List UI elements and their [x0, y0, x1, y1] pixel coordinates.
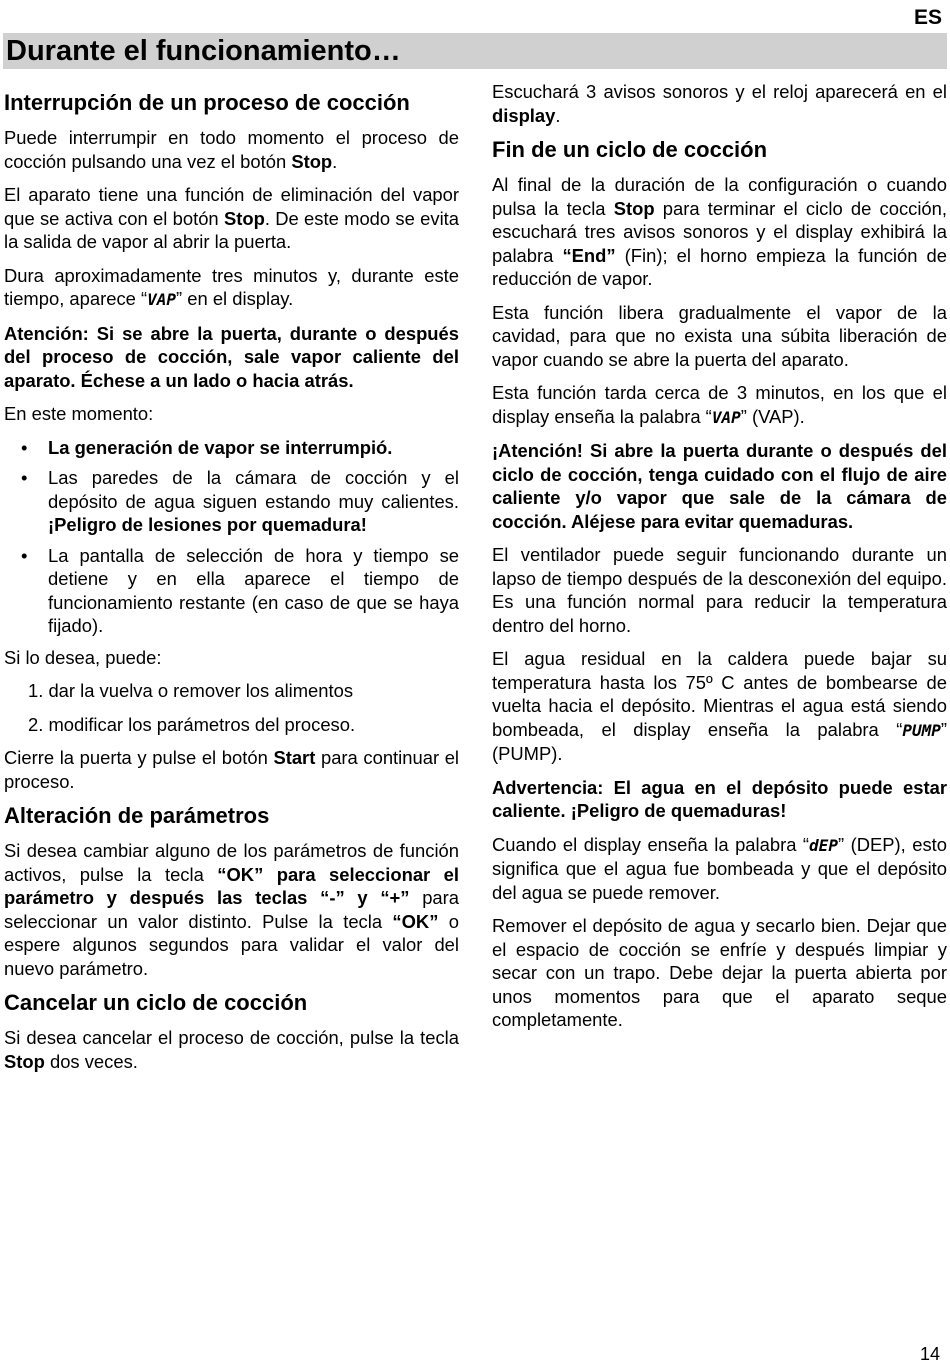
warning-paragraph: ¡Atención! Si abre la puerta durante o después del ciclo de cocción, tenga cuidado con el flujo de aire caliente y/o vapor que sale de la cámara de cocción. Aléjese para evitar quemaduras. — [492, 440, 947, 532]
numbered-list — [4, 679, 459, 736]
paragraph: Remover el depósito de agua y secarlo bien. Dejar que el espacio de cocción se enfríe y después limpiar y secar con un trapo. Debe dejar la puerta abierta por unos momentos para que el aparato seque completamente. — [492, 915, 947, 1030]
list-item: 2. modificar los parámetros del proceso. — [28, 713, 356, 735]
paragraph: Cuando el display enseña la palabra “dEP” (DEP), esto significa que el agua fue bombeada y que el depósito del agua se puede remover. — [492, 833, 947, 903]
display-word-dep: dEP — [809, 835, 838, 855]
paragraph: El ventilador puede seguir funcionando durante un lapso de tiempo después de la desconexión del equipo. Es una función normal para reducir la temperatura dentro del horno. — [492, 544, 947, 636]
section-title: Durante el funcionamiento… — [6, 35, 401, 67]
display-word-vap: VAP — [711, 407, 741, 427]
paragraph: El agua residual en la caldera puede bajar su temperatura hasta los 75º C antes de bombearse de vuelta hacia el depósito. Mientras el agua está siendo bombeada, el display enseña la palabra “PUMP” (PUMP). — [492, 648, 947, 764]
page-number: 14 — [919, 1344, 940, 1364]
warning-paragraph: Advertencia: El agua en el depósito puede estar caliente. ¡Peligro de quemaduras! — [492, 776, 947, 821]
paragraph: Escuchará 3 avisos sonoros y el reloj aparecerá en el display. — [492, 81, 947, 126]
heading-params: Alteración de parámetros — [4, 803, 270, 828]
paragraph: Dura aproximadamente tres minutos y, durante este tiempo, aparece “VAP” en el display. — [4, 264, 459, 309]
list-item: • La pantalla de selección de hora y tiempo se detiene y en ella aparece el tiempo de funcionamiento restante (en caso de que se haya fijado). — [21, 544, 459, 636]
paragraph: El aparato tiene una función de eliminación del vapor que se activa con el botón Stop. De este modo se evita la salida de vapor al abrir la puerta. — [4, 184, 460, 252]
display-word-vap: VAP — [147, 290, 177, 309]
list-item: • Las paredes de la cámara de cocción y el depósito de agua siguen estando muy calientes. ¡Peligro de lesiones por quemadura! — [21, 467, 459, 535]
list-item: • La generación de vapor se interrumpió. — [21, 436, 393, 458]
language-code: ES — [913, 6, 942, 29]
paragraph: Si desea cambiar alguno de los parámetros de función activos, pulse la tecla “OK” para seleccionar el parámetro y después las teclas “-” y “+” para seleccionar un valor distinto. Pulse la tecla “OK” o espere algunos segundos para validar el valor del nuevo parámetro. — [4, 840, 460, 979]
heading-interrupt: Interrupción de un proceso de cocción — [4, 90, 410, 115]
heading-end: Fin de un ciclo de cocción — [492, 137, 768, 162]
paragraph: Esta función libera gradualmente el vapor de la cavidad, para que no exista una súbita liberación de vapor cuando se abre la puerta del aparato. — [492, 301, 947, 370]
list-item: 1. dar la vuelva o remover los alimentos — [28, 680, 354, 701]
paragraph: Puede interrumpir en todo momento el proceso de cocción pulsando una vez el botón Stop. — [4, 127, 459, 172]
section-title-bar — [3, 33, 947, 69]
paragraph: Si lo desea, puede: — [4, 646, 162, 668]
paragraph: En este momento: — [4, 403, 154, 424]
paragraph: Si desea cancelar el proceso de cocción, pulse la tecla Stop dos veces. — [4, 1027, 459, 1072]
paragraph: Esta función tarda cerca de 3 minutos, en los que el display enseña la palabra “VAP” (VAP). — [492, 382, 947, 427]
display-word-pump: PUMP — [902, 720, 941, 740]
right-column — [492, 80, 947, 1042]
paragraph: Al final de la duración de la configuración o cuando pulsa la tecla Stop para terminar el ciclo de cocción, escuchará tres avisos sonoros y el display exhibirá la palabra “End” (Fin); el horno empieza la función de reducción de vapor. — [492, 174, 947, 289]
paragraph: Cierre la puerta y pulse el botón Start para continuar el proceso. — [4, 747, 460, 792]
bullet-list — [4, 436, 459, 638]
heading-cancel: Cancelar un ciclo de cocción — [4, 990, 308, 1015]
left-column — [4, 80, 459, 1083]
warning-paragraph: Atención: Si se abre la puerta, durante o después del proceso de cocción, sale vapor caliente del aparato. Échese a un lado o hacia atrás. — [4, 322, 459, 391]
